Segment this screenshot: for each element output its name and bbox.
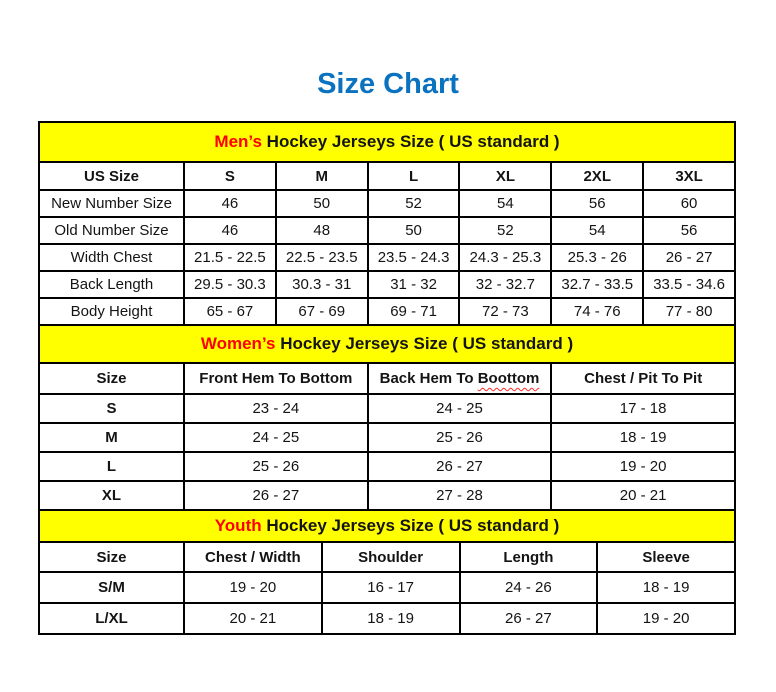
column-header: Chest / Pit To Pit bbox=[551, 363, 735, 394]
size-cell: 52 bbox=[368, 190, 460, 217]
size-cell: 26 - 27 bbox=[460, 603, 598, 634]
size-cell: 23.5 - 24.3 bbox=[368, 244, 460, 271]
youth-highlight-word: Youth bbox=[214, 516, 262, 535]
size-cell: 60 bbox=[643, 190, 735, 217]
size-cell: 26 - 27 bbox=[368, 452, 552, 481]
size-cell: 23 - 24 bbox=[184, 394, 368, 423]
page-title: Size Chart bbox=[317, 68, 459, 100]
size-cell: 56 bbox=[551, 190, 643, 217]
row-label: Body Height bbox=[39, 298, 184, 325]
column-header: Size bbox=[39, 542, 184, 572]
size-cell: 30.3 - 31 bbox=[276, 271, 368, 298]
table-row bbox=[39, 423, 735, 452]
column-header: XL bbox=[459, 162, 551, 190]
row-label: S bbox=[39, 394, 184, 423]
size-cell: 72 - 73 bbox=[459, 298, 551, 325]
size-cell: 19 - 20 bbox=[551, 452, 735, 481]
size-cell: 20 - 21 bbox=[551, 481, 735, 510]
column-header: 2XL bbox=[551, 162, 643, 190]
table-row bbox=[39, 244, 735, 271]
size-chart-tables bbox=[38, 121, 736, 635]
size-cell: 50 bbox=[276, 190, 368, 217]
size-cell: 65 - 67 bbox=[184, 298, 276, 325]
column-header: S bbox=[184, 162, 276, 190]
womens-highlight-word: Women’s bbox=[200, 334, 276, 353]
row-label: XL bbox=[39, 481, 184, 510]
size-cell: 74 - 76 bbox=[551, 298, 643, 325]
column-header: L bbox=[368, 162, 460, 190]
size-cell: 26 - 27 bbox=[643, 244, 735, 271]
row-label: L/XL bbox=[39, 603, 184, 634]
table-row bbox=[39, 298, 735, 325]
womens-band-row bbox=[39, 325, 735, 363]
size-cell: 18 - 19 bbox=[322, 603, 460, 634]
table-row bbox=[39, 452, 735, 481]
column-header: Shoulder bbox=[322, 542, 460, 572]
size-cell: 19 - 20 bbox=[184, 572, 322, 603]
mens-title-rest: Hockey Jerseys Size ( US standard ) bbox=[261, 132, 560, 151]
size-cell: 56 bbox=[643, 217, 735, 244]
table-row bbox=[39, 481, 735, 510]
size-cell: 54 bbox=[551, 217, 643, 244]
column-header: M bbox=[276, 162, 368, 190]
size-cell: 69 - 71 bbox=[368, 298, 460, 325]
column-header: Length bbox=[460, 542, 598, 572]
column-header: Chest / Width bbox=[184, 542, 322, 572]
size-cell: 24 - 25 bbox=[184, 423, 368, 452]
size-cell: 19 - 20 bbox=[597, 603, 735, 634]
size-cell: 32 - 32.7 bbox=[459, 271, 551, 298]
size-cell: 77 - 80 bbox=[643, 298, 735, 325]
row-label: L bbox=[39, 452, 184, 481]
youth-title-rest: Hockey Jerseys Size ( US standard ) bbox=[261, 516, 560, 535]
mens-table-title bbox=[39, 122, 735, 162]
womens-size-table bbox=[38, 324, 736, 511]
size-cell: 20 - 21 bbox=[184, 603, 322, 634]
mens-size-table bbox=[38, 121, 736, 326]
size-cell: 24 - 26 bbox=[460, 572, 598, 603]
size-cell: 21.5 - 22.5 bbox=[184, 244, 276, 271]
table-row bbox=[39, 603, 735, 634]
table-row bbox=[39, 217, 735, 244]
row-label: New Number Size bbox=[39, 190, 184, 217]
size-cell: 46 bbox=[184, 217, 276, 244]
size-cell: 67 - 69 bbox=[276, 298, 368, 325]
table-row bbox=[39, 190, 735, 217]
size-cell: 25 - 26 bbox=[184, 452, 368, 481]
size-cell: 29.5 - 30.3 bbox=[184, 271, 276, 298]
row-label: M bbox=[39, 423, 184, 452]
size-cell: 25.3 - 26 bbox=[551, 244, 643, 271]
size-cell: 54 bbox=[459, 190, 551, 217]
table-row bbox=[39, 271, 735, 298]
size-cell: 17 - 18 bbox=[551, 394, 735, 423]
size-cell: 18 - 19 bbox=[551, 423, 735, 452]
column-header: Front Hem To Bottom bbox=[184, 363, 368, 394]
row-label: S/M bbox=[39, 572, 184, 603]
row-label: Width Chest bbox=[39, 244, 184, 271]
mens-highlight-word: Men’s bbox=[214, 132, 262, 151]
column-header: Size bbox=[39, 363, 184, 394]
size-cell: 50 bbox=[368, 217, 460, 244]
column-header: Sleeve bbox=[597, 542, 735, 572]
youth-size-table bbox=[38, 509, 736, 635]
column-header: 3XL bbox=[643, 162, 735, 190]
womens-title-rest: Hockey Jerseys Size ( US standard ) bbox=[275, 334, 574, 353]
size-cell: 33.5 - 34.6 bbox=[643, 271, 735, 298]
size-cell: 52 bbox=[459, 217, 551, 244]
womens-header-row bbox=[39, 363, 735, 394]
size-cell: 31 - 32 bbox=[368, 271, 460, 298]
size-cell: 24 - 25 bbox=[368, 394, 552, 423]
size-cell: 26 - 27 bbox=[184, 481, 368, 510]
size-cell: 22.5 - 23.5 bbox=[276, 244, 368, 271]
spellcheck-underlined-word: Boottom bbox=[477, 370, 540, 387]
mens-band-row bbox=[39, 122, 735, 162]
size-cell: 25 - 26 bbox=[368, 423, 552, 452]
youth-header-row bbox=[39, 542, 735, 572]
size-cell: 32.7 - 33.5 bbox=[551, 271, 643, 298]
row-label: Back Length bbox=[39, 271, 184, 298]
column-header: US Size bbox=[39, 162, 184, 190]
size-cell: 46 bbox=[184, 190, 276, 217]
size-cell: 24.3 - 25.3 bbox=[459, 244, 551, 271]
youth-table-title bbox=[39, 510, 735, 542]
youth-band-row bbox=[39, 510, 735, 542]
size-cell: 16 - 17 bbox=[322, 572, 460, 603]
mens-header-row bbox=[39, 162, 735, 190]
row-label: Old Number Size bbox=[39, 217, 184, 244]
size-cell: 48 bbox=[276, 217, 368, 244]
size-cell: 18 - 19 bbox=[597, 572, 735, 603]
table-row bbox=[39, 394, 735, 423]
header-text: Back Hem To bbox=[379, 370, 478, 387]
womens-table-title bbox=[39, 325, 735, 363]
size-cell: 27 - 28 bbox=[368, 481, 552, 510]
table-row bbox=[39, 572, 735, 603]
column-header-misspelled bbox=[368, 363, 552, 394]
